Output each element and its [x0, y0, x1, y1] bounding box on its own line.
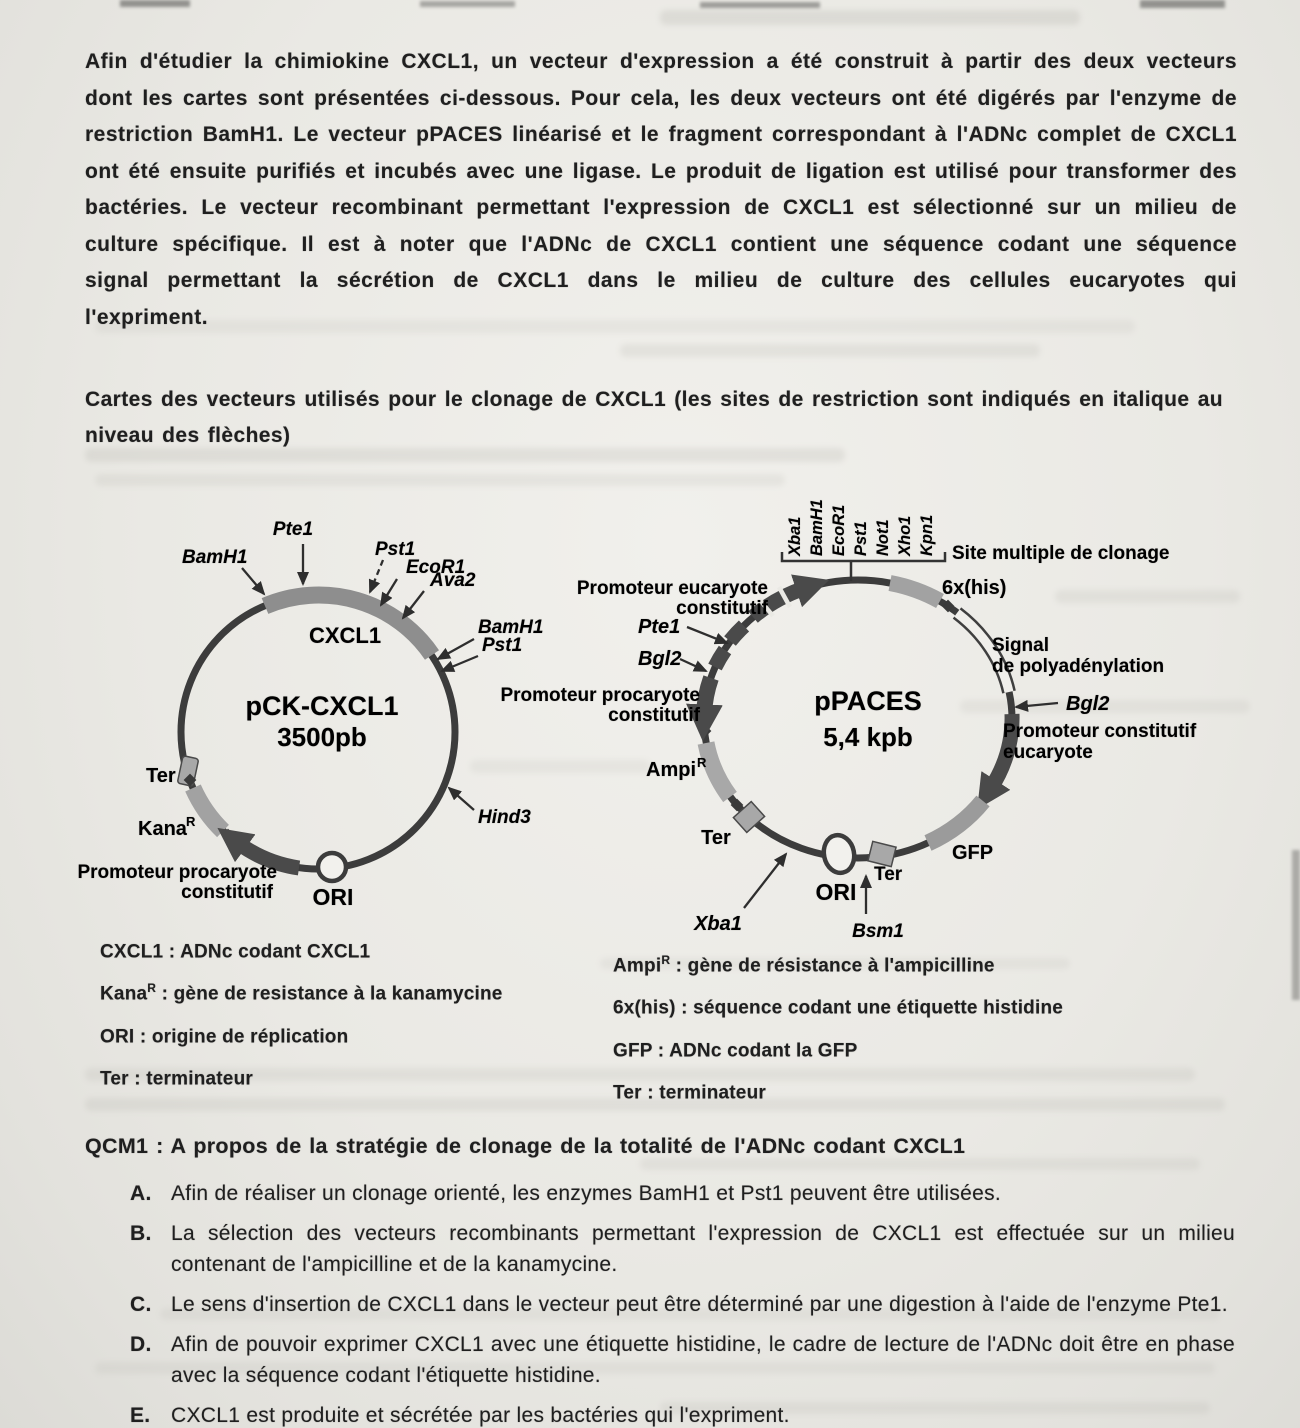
bleedthrough-artifact: [660, 10, 1080, 25]
qcm-option-a: [130, 1178, 1235, 1209]
ampi-label: Ampi: [646, 759, 696, 781]
ori-label: ORI: [312, 884, 354, 910]
right-plasmid-map: [500, 499, 1196, 942]
mcs-site: Pst1: [852, 521, 870, 556]
ori-circle: [820, 832, 857, 875]
polya-label-line1: Signal: [992, 635, 1050, 656]
qcm-option-c: [130, 1289, 1235, 1320]
prokaryotic-promoter-arrow: [704, 678, 711, 714]
option-letter: D.: [130, 1333, 152, 1356]
ter-label: Ter: [146, 765, 176, 787]
kana-label: Kana: [138, 818, 187, 840]
site-arrow: [442, 656, 478, 671]
intro-paragraph: Afin d'étudier la chimiokine CXCL1, un vecteur d'expression a été construit à partir des deux vecteurs dont les cartes sont présentées ci-dessous. Pour cela, les deux vecteurs ont été digérés par l'enzyme de restriction BamH1. Le vecteur pPACES linéarisé et le fragment correspondant à l'ADNc complet de CXCL1 ont été ensuite purifiés et incubés avec une ligase. Le produit de ligation est utilisé pour transformer des bactéries. Le vecteur recombinant permettant l'expression de CXCL1 est sélectionné sur un milieu de culture spécifique. Il est à noter que l'ADNc de CXCL1 contient une séquence codant une séquence signal permettant la sécrétion de CXCL1 dans le milieu de culture des cellules eucaryotes qui l'expriment.: [85, 50, 1237, 329]
legend-item: GFP : ADNc codant la GFP: [613, 1039, 858, 1061]
mcs-site: BamH1: [808, 499, 826, 556]
plasmid-name: pPACES: [814, 686, 922, 716]
prom-euk-right-line2: eucaryote: [1003, 742, 1093, 763]
scan-artifact: [120, 0, 190, 7]
prom-prok-line2: constitutif: [608, 705, 700, 726]
site-label-xba1: Xba1: [694, 913, 742, 935]
legend-item: ORI : origine de réplication: [100, 1025, 349, 1047]
site-arrow: [687, 627, 727, 643]
ter-bottom-label: Ter: [874, 864, 903, 885]
legend-item: 6x(his) : séquence codant une étiquette histidine: [613, 997, 1064, 1019]
feature-separator: [699, 725, 712, 738]
ori-label: ORI: [815, 879, 857, 905]
site-arrow: [1016, 703, 1058, 707]
option-letter: B.: [130, 1222, 152, 1245]
qcm1-options: [130, 1178, 1235, 1428]
site-label-ava2: Ava2: [430, 570, 476, 591]
option-text: Le sens d'insertion de CXCL1 dans le vecteur peut être déterminé par une digestion à l'aide de l'enzyme Pte1.: [171, 1293, 1228, 1316]
plasmid-size: 5,4 kpb: [823, 722, 913, 752]
legend-item: Ampi$^R$ : gène de résistance à l'ampicilline: [613, 953, 995, 977]
site-arrow: [242, 568, 264, 594]
kana-sup: R: [186, 814, 196, 829]
scan-artifact: [1140, 0, 1225, 8]
legend-item: Kana$^R$ : gène de resistance à la kanamycine: [100, 981, 503, 1005]
site-arrow: [449, 788, 474, 810]
his-tag-arc: [890, 583, 940, 601]
qcm-option-b: [130, 1218, 1235, 1280]
site-arrow: [381, 579, 397, 605]
kana-resistance-arc: [193, 788, 223, 831]
option-text: CXCL1 est produite et sécrétée par les bactéries qui l'expriment.: [171, 1404, 790, 1427]
insert-label-cxcl1: CXCL1: [308, 623, 382, 648]
ampi-resistance-arc: [706, 743, 730, 797]
his-tag-label: 6x(his): [942, 577, 1007, 599]
legend-left-column: [100, 928, 580, 1097]
option-text: Afin de réaliser un clonage orienté, les enzymes BamH1 et Pst1 peuvent être utilisées.: [171, 1182, 1002, 1205]
ter-left-label: Ter: [701, 827, 731, 849]
ampi-sup: R: [697, 755, 707, 770]
promoter-label-line1: Promoteur procaryote: [77, 862, 277, 883]
ori-circle: [318, 853, 346, 881]
site-label-ecor1: EcoR1: [406, 557, 466, 578]
scan-artifact: [700, 2, 820, 8]
qcm1-title: QCM1 : A propos de la stratégie de clonage de la totalité de l'ADNc codant CXCL1: [85, 1134, 966, 1158]
site-arrow: [744, 854, 786, 908]
site-arrow: [403, 591, 424, 618]
qcm-option-e: [130, 1400, 1235, 1428]
legend-item: Ter : terminateur: [613, 1082, 766, 1104]
prom-euk-right-line1: Promoteur constitutif: [1003, 721, 1197, 742]
promoter-segment: [730, 626, 744, 641]
mcs-site: EcoR1: [830, 504, 848, 556]
option-letter: C.: [130, 1293, 152, 1316]
prom-prok-line1: Promoteur procaryote: [500, 685, 700, 706]
site-label-pte1: Pte1: [272, 519, 314, 540]
site-label-pst1-top: Pst1: [375, 539, 416, 560]
site-label-pte1: Pte1: [638, 616, 681, 638]
bleedthrough-artifact: [640, 1158, 1200, 1170]
site-arrow: [680, 659, 706, 671]
bleedthrough-artifact: [620, 344, 1040, 357]
promoter-label-line2: constitutif: [181, 882, 273, 903]
qcm-option-d: [130, 1329, 1235, 1391]
site-label-bgl2-right: Bgl2: [1066, 693, 1110, 715]
gfp-label: GFP: [952, 842, 994, 864]
vector-maps-heading: Cartes des vecteurs utilisés pour le clonage de CXCL1 (les sites de restriction sont indiqués en italique au niveau des flèches): [85, 388, 1224, 447]
site-arrow: [438, 639, 474, 659]
site-label-pst1-right: Pst1: [482, 635, 523, 656]
site-label-bsm1: Bsm1: [852, 921, 904, 942]
mcs-label: Site multiple de clonage: [952, 543, 1170, 564]
site-label-bgl2-left: Bgl2: [638, 648, 682, 670]
plasmid-size: 3500pb: [277, 722, 367, 752]
mcs-site: Kpn1: [918, 514, 936, 556]
option-text: Afin de pouvoir exprimer CXCL1 avec une étiquette histidine, le cadre de lecture de l'ADNc doit être en phase avec la séquence codant l'étiquette histidine.: [171, 1333, 1235, 1387]
scan-artifact: [420, 1, 515, 7]
left-plasmid-map: [77, 519, 543, 910]
legend-item: Ter : terminateur: [100, 1068, 253, 1090]
site-label-bamh1-right: BamH1: [478, 617, 544, 638]
site-label-hind3: Hind3: [478, 807, 531, 828]
plasmid-name: pCK-CXCL1: [245, 691, 399, 721]
legend-item: CXCL1 : ADNc codant CXCL1: [100, 941, 371, 963]
polya-label-line2: de polyadénylation: [992, 656, 1165, 677]
mcs-site: Not1: [874, 519, 892, 556]
mcs-site: Xba1: [786, 516, 804, 556]
prom-euk-top-line2: constitutif: [676, 598, 768, 619]
mcs-site: Xho1: [896, 515, 914, 556]
legend-right-column: [613, 942, 1173, 1111]
prom-euk-top-line1: Promoteur eucaryote: [576, 578, 768, 599]
option-letter: E.: [130, 1404, 151, 1427]
option-letter: A.: [130, 1182, 152, 1205]
terminator-box: [868, 841, 896, 866]
site-arrow: [370, 560, 383, 592]
vector-maps-diagram: [0, 480, 1300, 950]
site-label-bamh1-left: BamH1: [182, 547, 248, 568]
gfp-arc: [928, 801, 983, 843]
option-text: La sélection des vecteurs recombinants permettant l'expression de CXCL1 est effectuée sur un milieu contenant de l'ampicilline et de la kanamycine.: [171, 1222, 1235, 1276]
promoter-segment: [715, 650, 725, 667]
mcs-site-labels: [786, 499, 936, 557]
